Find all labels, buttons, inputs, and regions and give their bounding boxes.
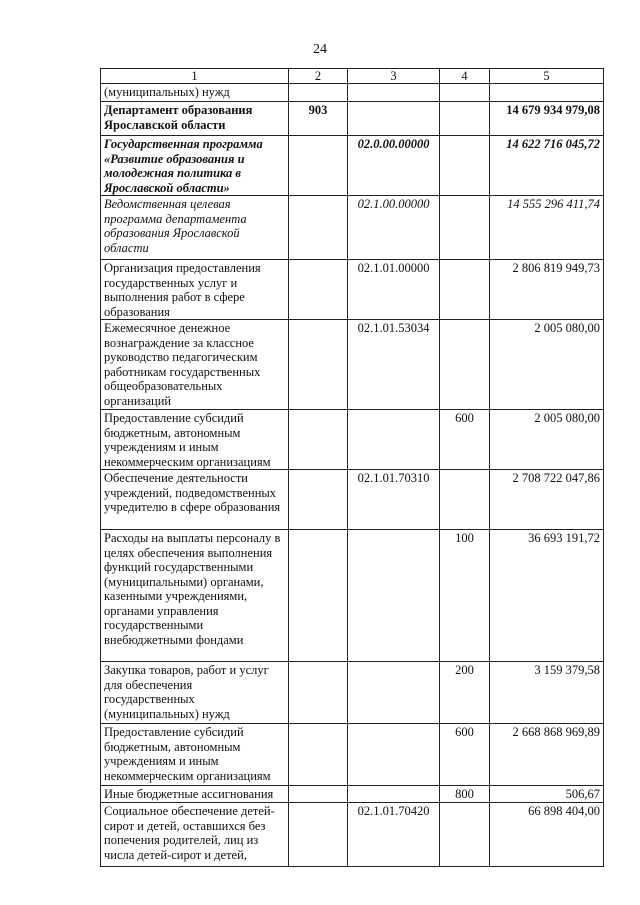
row-amount-cell: 14 622 716 045,72 (490, 136, 604, 196)
row-name-cell: Закупка товаров, работ и услуг для обеспечения государственных (муниципальных) нужд (101, 662, 289, 724)
row-name-cell: Ежемесячное денежное вознаграждение за классное руководство педагогическим работникам государственных общеобразовательных организаций (101, 320, 289, 410)
row-amount-cell: 3 159 379,58 (490, 662, 604, 724)
table-row (101, 196, 604, 260)
table-row (101, 410, 604, 470)
row-expense-type-cell: 600 (440, 410, 490, 470)
row-amount-cell (490, 84, 604, 102)
column-header-5: 5 (490, 69, 604, 84)
row-name-cell: Предоставление субсидий бюджетным, автономным учреждениям и иным некоммерческим организациям (101, 410, 289, 470)
row-target-article-cell (348, 410, 440, 470)
column-header-1: 1 (101, 69, 289, 84)
row-expense-type-cell (440, 196, 490, 260)
row-target-article-cell (348, 662, 440, 724)
row-expense-type-cell (440, 136, 490, 196)
row-amount-cell: 14 679 934 979,08 (490, 102, 604, 136)
row-admin-code-cell (289, 724, 348, 786)
row-target-article-cell (348, 724, 440, 786)
row-admin-code-cell: 903 (289, 102, 348, 136)
table-row (101, 530, 604, 662)
row-expense-type-cell: 800 (440, 786, 490, 803)
row-admin-code-cell (289, 196, 348, 260)
page-number: 24 (313, 42, 327, 57)
table-row (101, 724, 604, 786)
table-header-row (101, 69, 604, 84)
row-admin-code-cell (289, 410, 348, 470)
row-admin-code-cell (289, 803, 348, 867)
table-row (101, 662, 604, 724)
row-amount-cell: 506,67 (490, 786, 604, 803)
row-target-article-cell (348, 530, 440, 662)
row-name-cell: Иные бюджетные ассигнования (101, 786, 289, 803)
row-amount-cell: 2 708 722 047,86 (490, 470, 604, 530)
row-target-article-cell: 02.1.00.00000 (348, 196, 440, 260)
column-header-4: 4 (440, 69, 490, 84)
row-admin-code-cell (289, 662, 348, 724)
row-target-article-cell: 02.1.01.70310 (348, 470, 440, 530)
row-name-cell: Расходы на выплаты персоналу в целях обеспечения выполнения функций государственными (муниципальными) органами, казенными учреждениями, органами управления государственными внебюджетными фондами (101, 530, 289, 662)
column-header-3: 3 (348, 69, 440, 84)
row-amount-cell: 36 693 191,72 (490, 530, 604, 662)
row-name-cell: Департамент образования Ярославской области (101, 102, 289, 136)
row-name-cell: Предоставление субсидий бюджетным, автономным учреждениям и иным некоммерческим организациям (101, 724, 289, 786)
row-target-article-cell: 02.1.01.70420 (348, 803, 440, 867)
row-amount-cell: 66 898 404,00 (490, 803, 604, 867)
row-admin-code-cell (289, 470, 348, 530)
row-name-cell: Организация предоставления государственных услуг и выполнения работ в сфере образования (101, 260, 289, 320)
row-admin-code-cell (289, 786, 348, 803)
row-target-article-cell (348, 84, 440, 102)
row-admin-code-cell (289, 136, 348, 196)
table-row (101, 320, 604, 410)
table-row (101, 260, 604, 320)
table-row (101, 470, 604, 530)
row-expense-type-cell: 100 (440, 530, 490, 662)
row-target-article-cell: 02.0.00.00000 (348, 136, 440, 196)
budget-table (100, 68, 604, 867)
row-name-cell: Государственная программа «Развитие образования и молодежная политика в Ярославской области» (101, 136, 289, 196)
table-row (101, 136, 604, 196)
row-name-cell: (муниципальных) нужд (101, 84, 289, 102)
row-admin-code-cell (289, 530, 348, 662)
row-target-article-cell (348, 102, 440, 136)
row-expense-type-cell (440, 84, 490, 102)
row-expense-type-cell (440, 320, 490, 410)
row-amount-cell: 2 005 080,00 (490, 410, 604, 470)
row-admin-code-cell (289, 84, 348, 102)
row-expense-type-cell (440, 260, 490, 320)
row-expense-type-cell (440, 803, 490, 867)
row-target-article-cell: 02.1.01.53034 (348, 320, 440, 410)
row-expense-type-cell: 600 (440, 724, 490, 786)
row-name-cell: Ведомственная целевая программа департамента образования Ярославской области (101, 196, 289, 260)
row-admin-code-cell (289, 260, 348, 320)
row-amount-cell: 2 668 868 969,89 (490, 724, 604, 786)
column-header-2: 2 (289, 69, 348, 84)
row-amount-cell: 2 806 819 949,73 (490, 260, 604, 320)
table-row (101, 786, 604, 803)
row-amount-cell: 2 005 080,00 (490, 320, 604, 410)
row-expense-type-cell: 200 (440, 662, 490, 724)
row-expense-type-cell (440, 102, 490, 136)
table-row (101, 803, 604, 867)
row-name-cell: Социальное обеспечение детей-сирот и детей, оставшихся без попечения родителей, лиц из числа детей-сирот и детей, (101, 803, 289, 867)
row-expense-type-cell (440, 470, 490, 530)
row-amount-cell: 14 555 296 411,74 (490, 196, 604, 260)
row-target-article-cell: 02.1.01.00000 (348, 260, 440, 320)
table-row (101, 102, 604, 136)
row-target-article-cell (348, 786, 440, 803)
row-admin-code-cell (289, 320, 348, 410)
table-row (101, 84, 604, 102)
row-name-cell: Обеспечение деятельности учреждений, подведомственных учредителю в сфере образования (101, 470, 289, 530)
